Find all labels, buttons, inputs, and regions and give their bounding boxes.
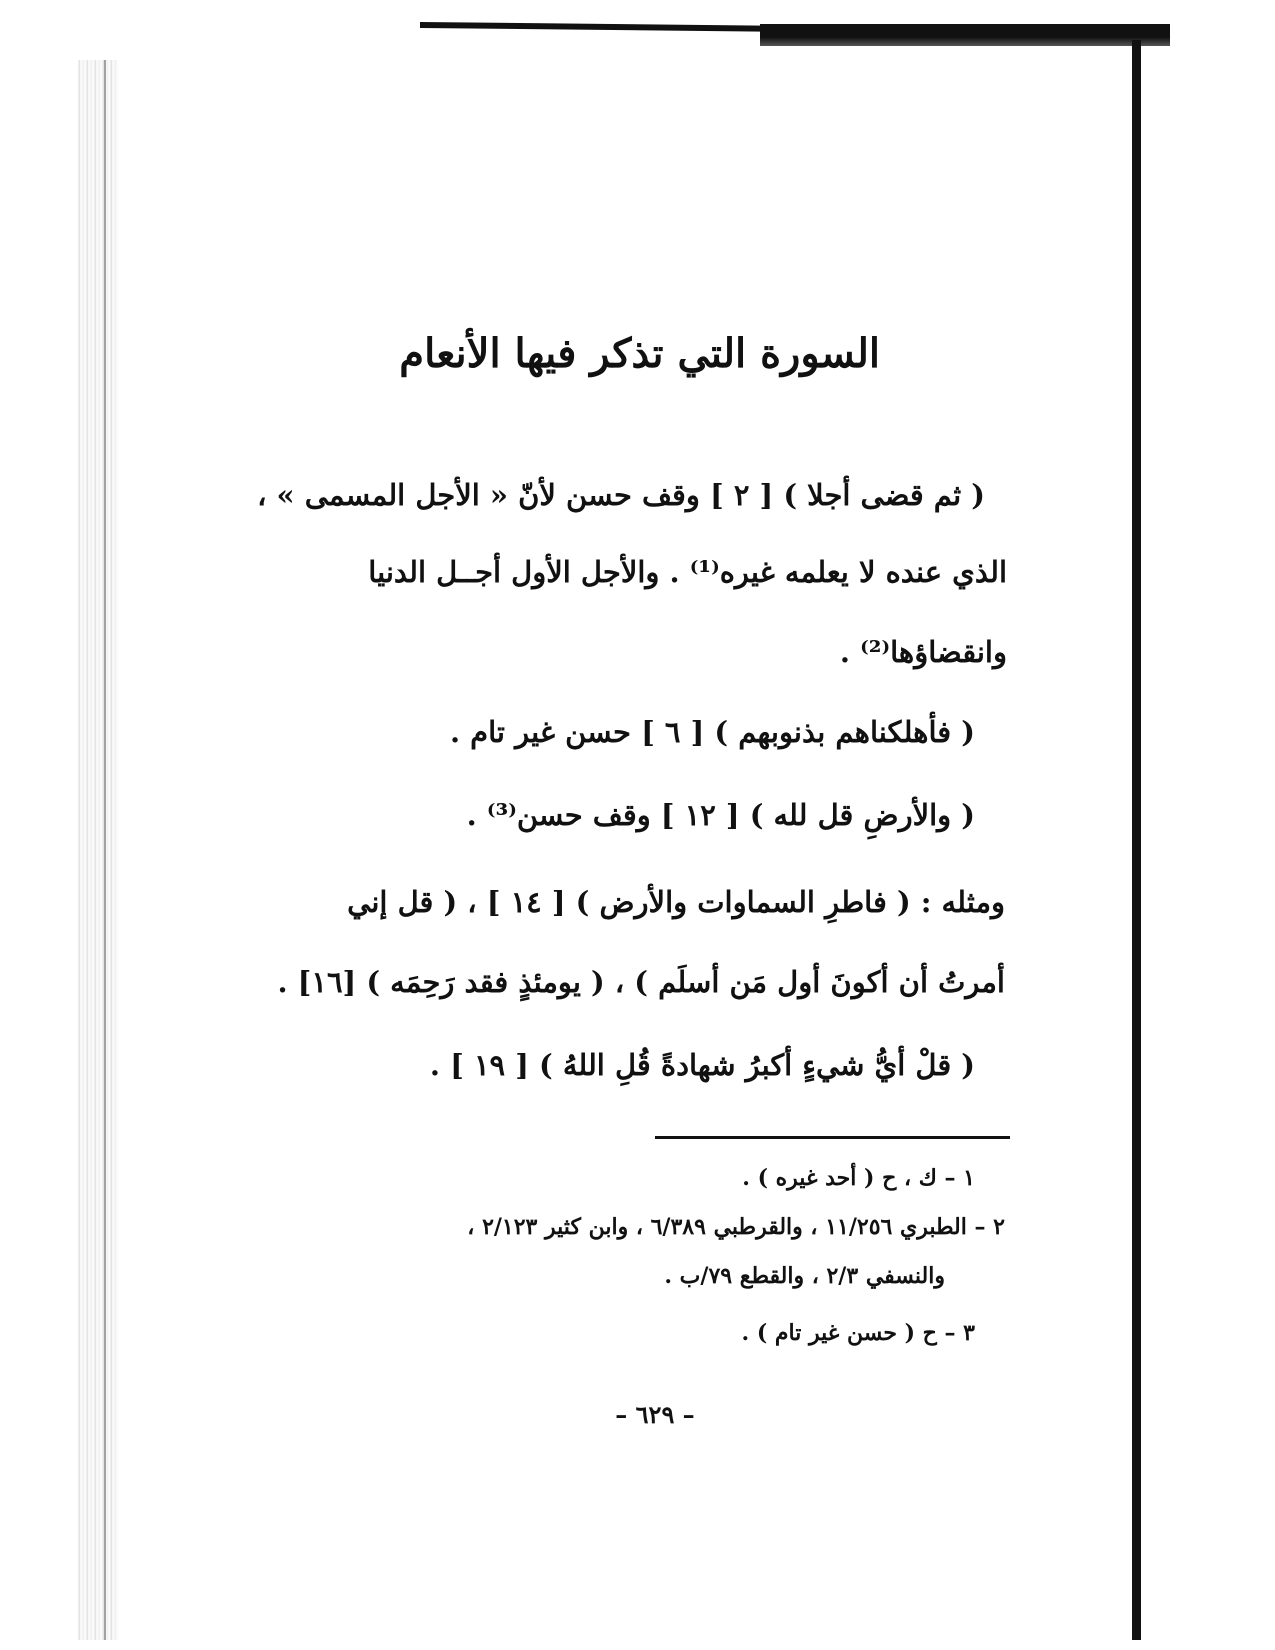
scan-left-gutter-line: [104, 60, 106, 1640]
footnote-separator: [655, 1136, 1010, 1139]
footnote-2-continued: والنسفي ٢/٣ ، والقطع ٧٩/ب .: [664, 1263, 945, 1289]
body-line-4: ( فأهلكناهم بذنوبهم ) [ ٦ ] حسن غير تام .: [449, 715, 975, 749]
body-line-2: الذي عنده لا يعلمه غيره⁽¹⁾ . والأجل الأول أجــل الدنيا: [368, 555, 1007, 589]
body-line-5: ( والأرضِ قل لله ) [ ١٢ ] وقف حسن⁽³⁾ .: [466, 798, 975, 832]
scan-left-gutter: [78, 60, 118, 1640]
body-line-6: ومثله : ( فاطرِ السماوات والأرض ) [ ١٤ ] ، ( قل إني: [347, 885, 1005, 919]
body-line-7: أمرتُ أن أكونَ أول مَن أسلَم ) ، ( يومئذٍ فقد رَحِمَه ) [١٦] .: [277, 965, 1005, 999]
chapter-heading: السورة التي تذكر فيها الأنعام: [399, 330, 880, 377]
footnote-1: ١ – ك ، ح ( أحد غيره ) .: [742, 1165, 975, 1191]
scan-top-border-shadow: [760, 24, 1170, 46]
footnote-2: ٢ – الطبري ١١/٢٥٦ ، والقرطبي ٦/٣٨٩ ، وابن كثير ٢/١٢٣ ،: [467, 1214, 1005, 1240]
body-line-1: ( ثم قضى أجلا ) [ ٢ ] وقف حسن لأنّ « الأجل المسمى » ،: [257, 478, 985, 512]
scan-right-border: [1132, 40, 1141, 1640]
body-line-8: ( قلْ أيُّ شيءٍ أكبرُ شهادةً قُلِ اللهُ ) [ ١٩ ] .: [429, 1048, 975, 1082]
page-number: – ٦٢٩ –: [615, 1400, 695, 1429]
footnote-3: ٣ – ح ( حسن غير تام ) .: [741, 1320, 975, 1346]
body-line-3: وانقضاؤها⁽²⁾ .: [839, 635, 1007, 669]
